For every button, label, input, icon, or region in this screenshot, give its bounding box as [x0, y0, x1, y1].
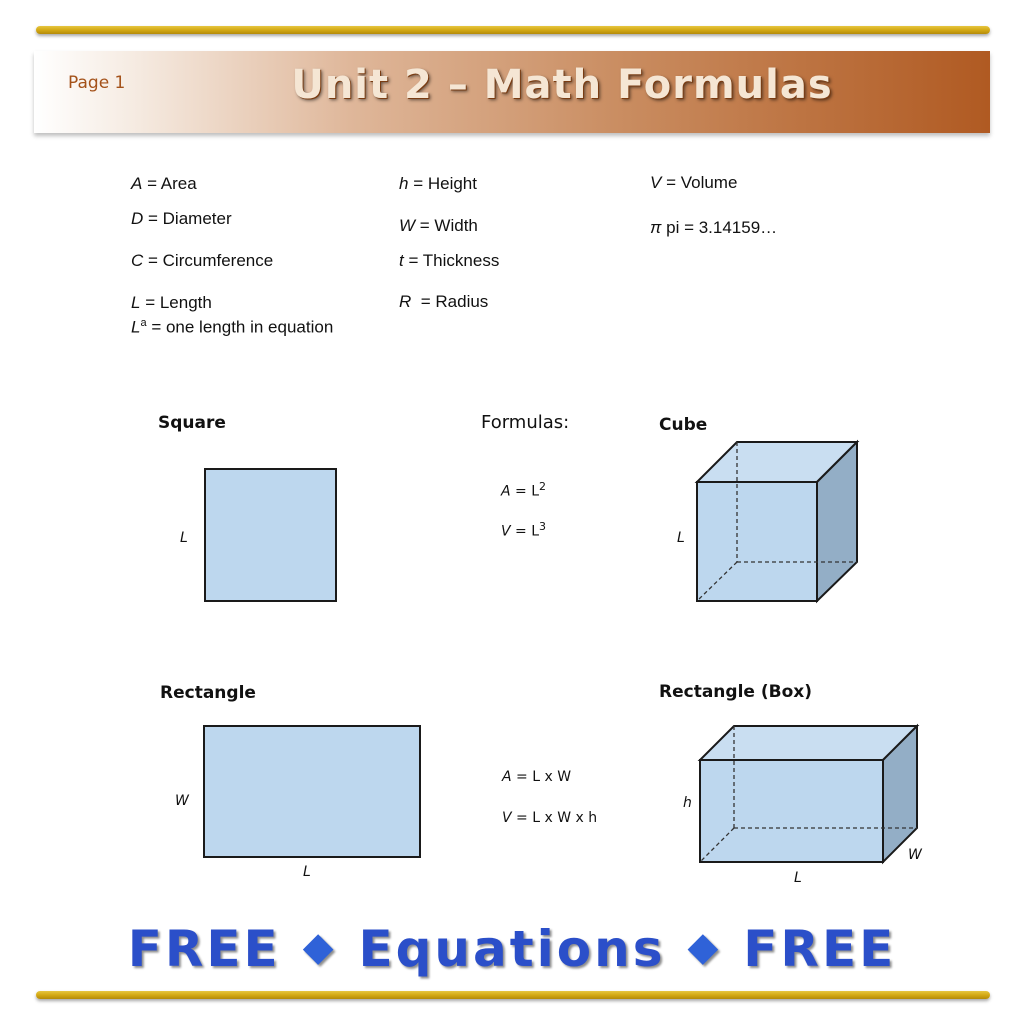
footer-banner [0, 920, 1024, 978]
formulas-heading: Formulas: [481, 412, 570, 433]
box-heading: Rectangle (Box) [659, 682, 812, 702]
legend-width: W = Width [399, 216, 478, 235]
box-length-label: L [794, 870, 802, 886]
box-height-label: h [683, 795, 692, 811]
legend-height: h = Height [399, 174, 477, 193]
legend-one-length: $L^a$ = one length in equation [131, 317, 334, 337]
legend-radius: R = Radius [399, 292, 489, 311]
page-label: Page 1 [68, 73, 126, 93]
box-shape [694, 720, 924, 868]
diamond-icon: ◆ [302, 924, 337, 970]
legend-volume: V = Volume [650, 173, 738, 192]
footer-free-right: FREE [743, 920, 897, 978]
rectangle-volume-formula: V = L x W x h [502, 810, 598, 826]
legend-diameter: D = Diameter [131, 209, 232, 228]
cube-shape [690, 436, 865, 608]
box-width-label: W [908, 847, 922, 863]
footer-free-left: FREE [127, 920, 281, 978]
cube-area-formula: $A = L^2$ [501, 480, 547, 500]
cube-side-label: L [677, 530, 685, 546]
top-gold-rule [36, 26, 990, 34]
rectangle-length-label: L [303, 864, 311, 880]
cube-heading: Cube [659, 415, 708, 435]
legend-length: L = Length [131, 293, 212, 312]
rectangle-width-label: W [175, 793, 189, 809]
rectangle-area-formula: A = L x W [502, 769, 572, 785]
page-title: Unit 2 – Math Formulas [291, 62, 833, 108]
square-heading: Square [158, 413, 226, 433]
diamond-icon: ◆ [687, 924, 722, 970]
square-shape [204, 468, 337, 602]
cube-volume-formula: $V = L^3$ [501, 520, 547, 540]
rectangle-shape [203, 725, 421, 858]
legend-circumference: C = Circumference [131, 251, 274, 270]
square-side-label: L [180, 530, 188, 546]
rectangle-heading: Rectangle [160, 683, 256, 703]
legend-area: A = Area [131, 174, 197, 193]
legend-thickness: t = Thickness [399, 251, 500, 270]
bottom-gold-rule [36, 991, 990, 999]
legend-pi: π pi = 3.14159… [650, 218, 778, 237]
footer-equations: Equations [358, 920, 666, 978]
